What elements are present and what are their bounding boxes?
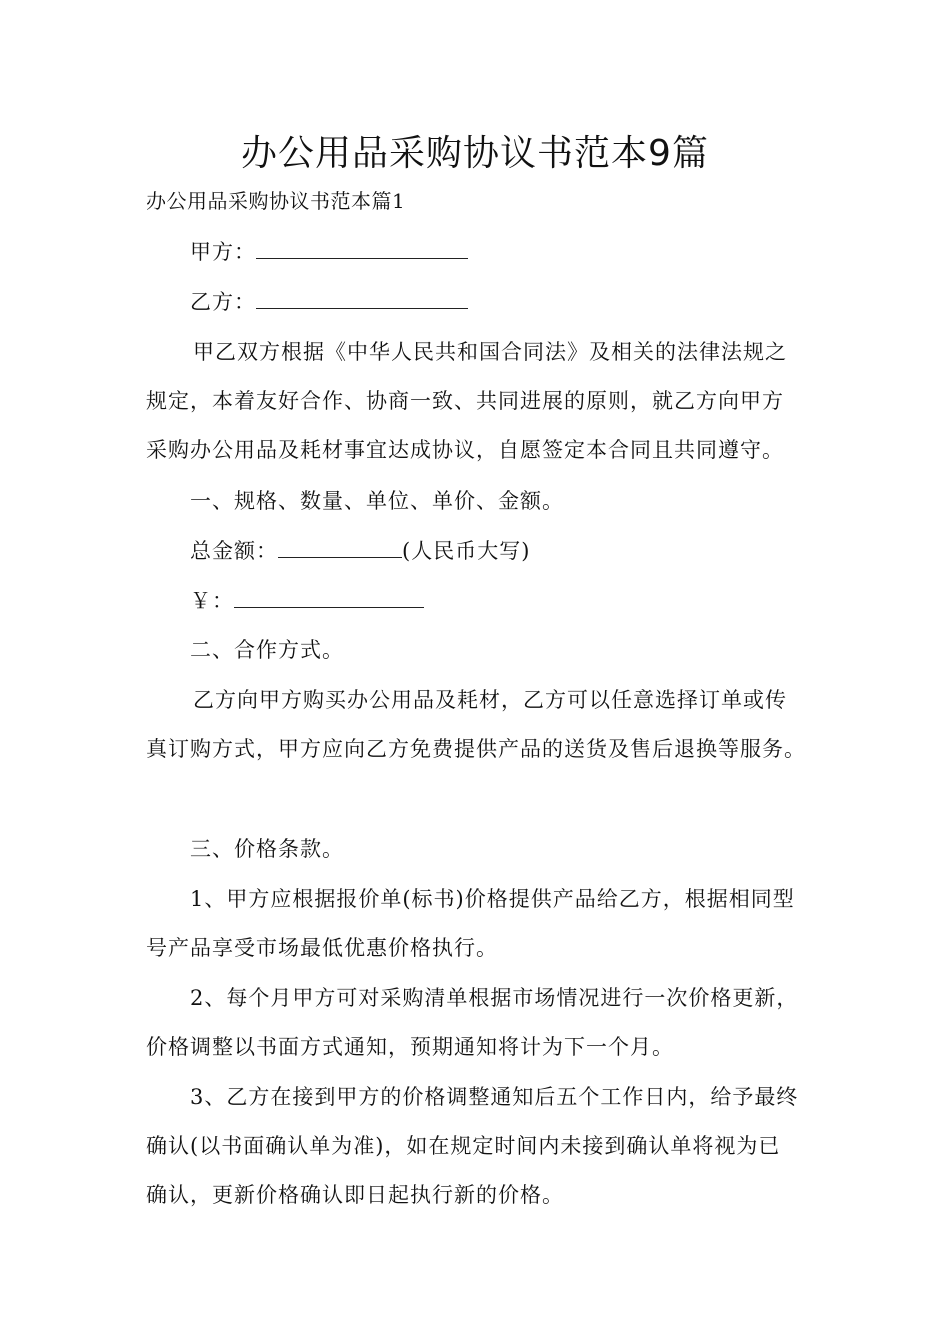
section-heading-3: 三、价格条款。 — [190, 837, 344, 861]
party-a-label: 甲方： — [190, 240, 256, 264]
clause3-line: 3、乙方在接到甲方的价格调整通知后五个工作日内，给予最终 — [190, 1085, 799, 1109]
yen-blank — [234, 587, 424, 608]
clause1-line: 号产品享受市场最低优惠价格执行。 — [146, 936, 498, 960]
intro-line: 采购办公用品及耗材事宜达成协议，自愿签定本合同且共同遵守。 — [146, 438, 784, 462]
clause3-line: 确认(以书面确认单为准)，如在规定时间内未接到确认单将视为已 — [146, 1134, 781, 1158]
party-a-line — [190, 237, 468, 267]
yen-line — [190, 586, 424, 616]
yen-label: ￥： — [190, 589, 234, 613]
party-b-line — [190, 287, 468, 317]
party-b-blank — [256, 288, 468, 309]
total-suffix: (人民币大写) — [402, 539, 531, 563]
party-b-label: 乙方： — [190, 290, 256, 314]
total-amount-line — [190, 536, 530, 566]
section-subtitle: 办公用品采购协议书范本篇1 — [146, 189, 406, 213]
intro-line: 甲乙双方根据《中华人民共和国合同法》及相关的法律法规之 — [193, 340, 787, 364]
section-heading-2: 二、合作方式。 — [190, 638, 344, 662]
section2-line: 真订购方式，甲方应向乙方免费提供产品的送货及售后退换等服务。 — [146, 737, 806, 761]
section-heading-1: 一、规格、数量、单位、单价、金额。 — [190, 489, 564, 513]
section2-line: 乙方向甲方购买办公用品及耗材，乙方可以任意选择订单或传 — [193, 688, 787, 712]
clause3-line: 确认，更新价格确认即日起执行新的价格。 — [146, 1183, 564, 1207]
total-blank — [278, 537, 402, 558]
total-label: 总金额： — [190, 539, 278, 563]
intro-line: 规定，本着友好合作、协商一致、共同进展的原则，就乙方向甲方 — [146, 389, 784, 413]
clause1-line: 1、甲方应根据报价单(标书)价格提供产品给乙方，根据相同型 — [190, 887, 795, 911]
document-title: 办公用品采购协议书范本9篇 — [241, 133, 709, 174]
clause2-line: 价格调整以书面方式通知，预期通知将计为下一个月。 — [146, 1035, 674, 1059]
clause2-line: 2、每个月甲方可对采购清单根据市场情况进行一次价格更新， — [190, 986, 799, 1010]
party-a-blank — [256, 238, 468, 259]
